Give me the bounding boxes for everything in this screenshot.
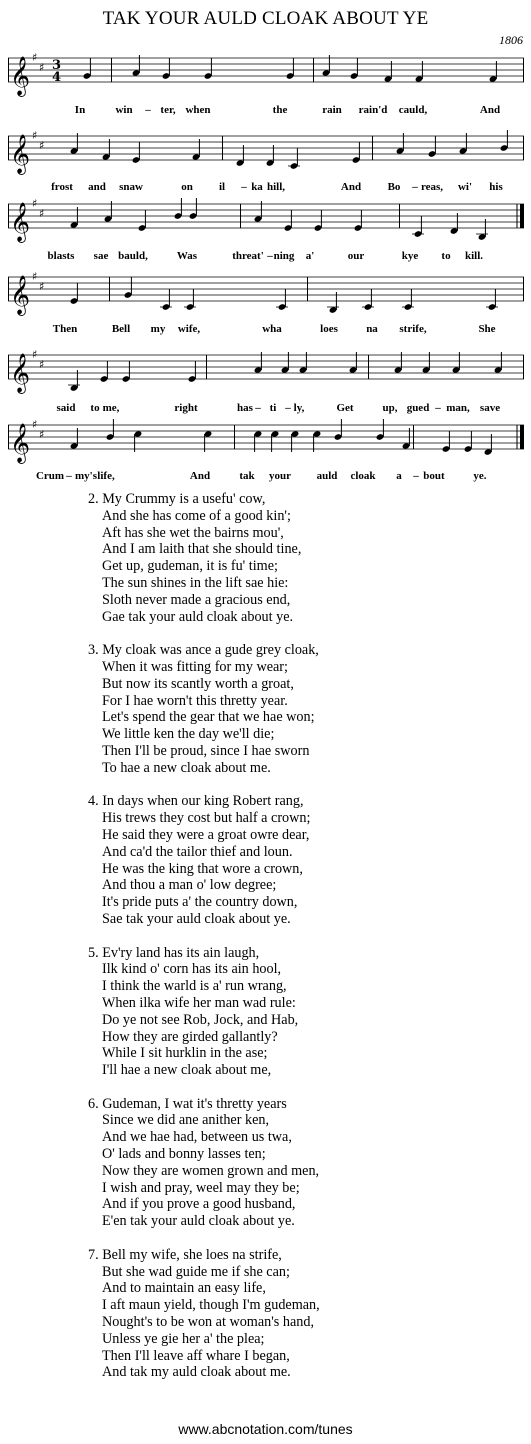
lyric-syllable: a [396,470,402,482]
staff-4 [8,259,524,319]
verse-line: He said they were a groat owre dear, [102,826,310,843]
sharp-icon: ♯ [39,280,45,293]
verse-line: And tak my auld cloak about me. [102,1364,291,1381]
verse-line: Aft has she wet the bairns mou', [102,524,284,541]
staff-1 [8,40,524,100]
lyric-syllable: – [145,104,151,116]
lyric-syllable: Crum [35,470,65,482]
treble-clef-icon: 𝄞 [10,275,31,315]
verse-line: When it was fitting for my wear; [102,658,288,675]
verse-number: 6. [88,1095,99,1112]
sharp-icon: ♯ [39,207,45,220]
verses-block [88,491,320,1398]
verse-line: And I am laith that she should tine, [102,541,302,558]
music-system-6 [8,407,524,467]
lyric-syllable: na [366,323,378,335]
lyric-syllable: wife, [177,323,201,335]
lyric-syllable: In [74,104,86,116]
verse-text: In days when our king Robert rang, [102,793,304,810]
lyric-syllable: Bo [387,181,401,193]
verse-line: And ca'd the tailor thief and loun. [102,843,293,860]
treble-clef-icon: 𝄞 [10,202,31,242]
music-system-3 [8,186,524,246]
verse-line: Let's spend the gear that we hae won; [102,709,315,726]
lyric-syllable: strife, [399,323,427,335]
lyric-syllable: man, [446,402,470,414]
verse-line: Nought's to be won at woman's hand, [102,1314,314,1331]
verse-line: For I hae worn't this thretty year. [102,692,288,709]
lyric-syllable: the [272,104,288,116]
lyric-syllable: on [181,181,193,193]
lyric-syllable: – [413,470,419,482]
verse-line: Now they are women grown and men, [102,1162,320,1179]
lyric-syllable: – [241,181,247,193]
verse-line [88,1247,320,1264]
lyric-syllable: cauld, [398,104,428,116]
lyric-syllable: bauld, [118,250,148,262]
verse-line: I'll hae a new cloak about me, [102,1062,272,1079]
sharp-icon: ♯ [32,129,38,142]
lyric-syllable: said [56,402,76,414]
verse-number: 5. [88,944,99,961]
verse-line: His trews they cost but half a crown; [102,810,311,827]
lyric-syllable: – [66,470,72,482]
lyric-syllable: rain [322,104,342,116]
verse-line: I wish and pray, weel may they be; [102,1179,300,1196]
lyric-syllable: cloak [350,470,376,482]
verse-line: Do ye not see Rob, Jock, and Hab, [102,1011,299,1028]
lyric-syllable: Was [176,250,198,262]
verse-line [88,945,320,962]
lyric-syllable: blasts [47,250,75,262]
verse-line: Then I'll leave aff whare I began, [102,1347,290,1364]
lyric-syllable: And [340,181,362,193]
verse-text: My Crummy is a usefu' cow, [102,491,266,507]
verse-line: We little ken the day we'll die; [102,726,275,743]
staff-5 [8,337,524,397]
treble-clef-icon: 𝄞 [10,56,31,96]
verse-line: I think the warld is a' run wrang, [102,978,287,995]
music-system-4 [8,259,524,319]
lyric-syllable: ter, [160,104,176,116]
final-barline [520,425,523,449]
verse-line: O' lads and bonny lasses ten; [102,1146,266,1163]
treble-clef-icon: 𝄞 [10,423,31,463]
final-barline [520,204,523,228]
verse-line: E'en tak your auld cloak about ye. [102,1213,295,1230]
staff-2 [8,118,524,178]
tune-year: 1806 [499,33,523,47]
lyric-syllable: auld [316,470,338,482]
lyric-syllable: when [185,104,211,116]
lyric-syllable: She [478,323,496,335]
verse-3 [88,642,320,776]
lyric-syllable: ti [269,402,277,414]
sharp-icon: ♯ [32,418,38,431]
verse-line: Sloth never made a gracious end, [102,591,291,608]
lyric-syllable: to [441,250,451,262]
verse-line [88,642,320,659]
lyric-syllable: my [150,323,166,335]
lyric-syllable: life, [97,470,115,482]
lyric-syllable: your [269,470,291,482]
lyric-syllable: to [90,402,100,414]
verse-line: And if you prove a good husband, [102,1196,296,1213]
lyric-syllable: my's [75,470,97,482]
sharp-icon: ♯ [39,358,45,371]
verse-line: Then I'll be proud, since I hae sworn [102,742,310,759]
lyric-syllable: a' [305,250,315,262]
music-system-2 [8,118,524,178]
footer-url[interactable]: www.abcnotation.com/tunes [178,1421,353,1437]
lyric-syllable: wi' [457,181,473,193]
verse-line: And thou a man o' low degree; [102,877,277,894]
time-signature-bottom: 4 [52,70,62,85]
verse-number: 4. [88,793,99,810]
lyric-syllable: sae [93,250,109,262]
lyric-syllable: And [189,470,211,482]
verse-number: 2. [88,491,99,507]
treble-clef-icon: 𝄞 [10,353,31,393]
lyric-syllable: ka [251,181,263,193]
verse-line: He was the king that wore a crown, [102,860,303,877]
verse-text: Bell my wife, she loes na strife, [102,1246,282,1263]
lyric-syllable: snaw [119,181,143,193]
lyric-syllable: hill, [266,181,286,193]
sharp-icon: ♯ [32,348,38,361]
verse-line: To hae a new cloak about me. [102,759,271,776]
verse-line: Gae tak your auld cloak about ye. [102,608,294,625]
verse-line [88,793,320,810]
lyric-syllable: kye [401,250,419,262]
lyric-syllable: ye. [473,470,487,482]
lyric-syllable: his [489,181,503,193]
sharp-icon: ♯ [39,61,45,74]
lyric-syllable: loes [320,323,338,335]
verse-4 [88,793,320,927]
music-system-5 [8,337,524,397]
verse-6 [88,1096,320,1230]
lyric-syllable: tak [239,470,255,482]
tune-title: TAK YOUR AULD CLOAK ABOUT YE [102,8,429,29]
lyric-syllable: our [347,250,365,262]
lyric-syllable: ly, [293,402,305,414]
verse-line: While I sit hurklin in the ase; [102,1045,268,1062]
music-system-1 [8,40,524,100]
verse-line: And we hae had, between us twa, [102,1129,292,1146]
verse-line: It's pride puts a' the country down, [102,894,298,911]
lyric-syllable: wha [262,323,282,335]
verse-line: Since we did ane anither ken, [102,1112,270,1129]
lyric-syllable: Then [52,323,78,335]
lyric-syllable: – [435,402,441,414]
time-signature-top: 3 [52,58,62,73]
lyric-syllable: Get [336,402,354,414]
verse-line: I aft maun yield, though I'm gudeman, [102,1297,320,1314]
verse-line: But now its scantly worth a groat, [102,675,294,692]
sharp-icon: ♯ [32,197,38,210]
lyric-syllable: ning [273,250,295,262]
lyric-syllable: – [255,402,261,414]
lyric-syllable: kill. [464,250,484,262]
verse-number: 3. [88,642,99,659]
verse-line: And to maintain an easy life, [102,1280,266,1297]
treble-clef-icon: 𝄞 [10,134,31,174]
verse-line: Sae tak your auld cloak about ye. [102,910,291,927]
lyric-syllable: – [267,250,273,262]
sharp-icon: ♯ [32,51,38,64]
verse-line: When ilka wife her man wad rule: [102,994,296,1011]
lyric-syllable: right [174,402,198,414]
verse-line: Get up, gudeman, it is fu' time; [102,558,278,575]
lyric-syllable: rain'd [358,104,388,116]
lyric-syllable: save [479,402,501,414]
verse-line: And she has come of a good kin'; [102,507,291,524]
verse-line: How they are girded gallantly? [102,1028,278,1045]
verse-line: Ilk kind o' corn has its ain hool, [102,961,282,978]
lyric-syllable: – [285,402,291,414]
lyric-syllable: And [479,104,501,116]
staff-3 [8,186,524,246]
sharp-icon: ♯ [39,139,45,152]
verse-5 [88,945,320,1079]
lyric-syllable: – [412,181,418,193]
verse-7 [88,1247,320,1381]
sharp-icon: ♯ [39,428,45,441]
verse-line: But she wad guide me if she can; [102,1263,290,1280]
lyric-syllable: has [237,402,253,414]
verse-text: Ev'ry land has its ain laugh, [102,944,260,961]
lyric-syllable: reas, [420,181,444,193]
sharp-icon: ♯ [32,270,38,283]
verse-number: 7. [88,1246,99,1263]
lyric-syllable: win [115,104,133,116]
verse-line [88,1096,320,1113]
lyric-syllable: up, [382,402,398,414]
verse-line [88,491,320,508]
lyric-syllable: me, [102,402,120,414]
verse-line: Unless ye gie her a' the plea; [102,1330,265,1347]
lyric-syllable: gued [406,402,430,414]
verse-text: Gudeman, I wat it's thretty years [102,1095,287,1112]
lyric-syllable: and [88,181,106,193]
lyric-syllable: il [218,181,226,193]
staff-6 [8,407,524,467]
verse-line: The sun shines in the lift sae hie: [102,574,289,591]
verse-2 [88,491,320,625]
lyric-syllable: threat' [232,250,264,262]
lyric-syllable: frost [51,181,73,193]
lyric-syllable: bout [423,470,445,482]
lyric-syllable: Bell [111,323,131,335]
verse-text: My cloak was ance a gude grey cloak, [102,642,319,659]
